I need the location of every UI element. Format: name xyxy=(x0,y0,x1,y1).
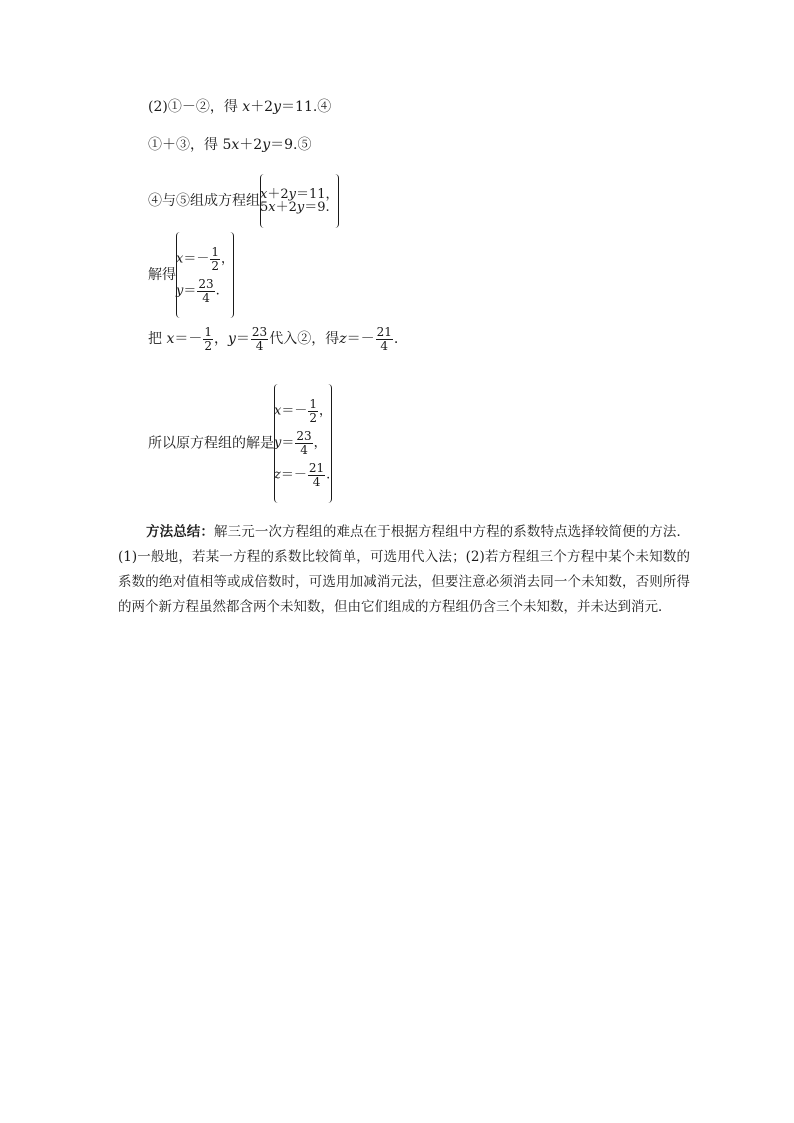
step-4-prefix: 解得 xyxy=(148,267,176,284)
solution-system-2 xyxy=(274,384,332,503)
fraction: $\frac{21}{4}$ xyxy=(376,325,392,353)
system-1-row-2: 5x＋2y＝9. xyxy=(260,200,330,215)
var-y: y xyxy=(262,137,271,153)
var-y: y xyxy=(273,99,282,115)
solution-1-row-x: x＝－ $\frac{1}{2}$ ， xyxy=(176,245,235,273)
system-1-row-1: x＋2y＝11， xyxy=(260,187,339,202)
fraction: $\frac{1}{2}$ xyxy=(309,397,317,425)
solution-1-row-y: y＝ $\frac{23}{4}$ . xyxy=(176,277,220,305)
solution-system-1 xyxy=(176,232,234,318)
step-6-line xyxy=(148,384,332,503)
method-summary xyxy=(118,520,690,620)
fraction: $\frac{1}{2}$ xyxy=(211,245,219,273)
summary-label: 方法总结： xyxy=(146,524,215,540)
step-5-line: 把 x＝－ $\frac{1}{2}$ ，y＝ $\frac{23}{4}$ 代入②，得z＝－ $\frac{21}{4}$ . xyxy=(148,325,399,353)
fraction: $\frac{1}{2}$ xyxy=(204,325,212,353)
step-3-line xyxy=(148,174,339,228)
left-brace xyxy=(260,174,265,228)
step-4-line xyxy=(148,232,234,318)
fraction: $\frac{23}{4}$ xyxy=(198,277,214,305)
equation-system-1 xyxy=(260,174,339,228)
solution-2-row-y: y＝ $\frac{23}{4}$ ， xyxy=(274,429,327,457)
var-x: x xyxy=(231,137,240,153)
step-1-suffix: ＝11.④ xyxy=(281,99,332,115)
solution-2-row-x: x＝－ $\frac{1}{2}$ ， xyxy=(274,397,333,425)
step-2-line xyxy=(148,138,311,152)
step-6-prefix: 所以原方程组的解是 xyxy=(148,435,274,452)
step-1-line xyxy=(148,100,331,114)
solution-2-row-z: z＝－ $\frac{21}{4}$ . xyxy=(274,461,331,489)
step-2-mid: ＋2 xyxy=(239,137,263,153)
fraction: $\frac{23}{4}$ xyxy=(251,325,268,353)
step-2-prefix: ①＋③，得 5 xyxy=(148,137,232,153)
step-1-prefix: (2)①－②，得 xyxy=(148,99,243,115)
right-brace xyxy=(229,232,234,318)
left-brace xyxy=(274,384,279,503)
fraction: $\frac{23}{4}$ xyxy=(296,429,312,457)
fraction: $\frac{21}{4}$ xyxy=(308,461,325,489)
left-brace xyxy=(176,232,181,318)
step-3-prefix: ④与⑤组成方程组 xyxy=(148,193,260,209)
step-1-mid: ＋2 xyxy=(250,99,274,115)
var-x: x xyxy=(242,99,251,115)
right-brace xyxy=(334,174,339,228)
step-2-suffix: ＝9.⑤ xyxy=(270,137,312,153)
summary-text: 解三元一次方程组的难点在于根据方程组中方程的系数特点选择较简便的方法．(1)一般地，若某一方程的系数比较简单，可选用代入法；(2)若方程组三个方程中某个未知数的系数的绝对值相等或成倍数时，可选用加减消元法，但要注意必须消去同一个未知数，否则所得的两个新方程虽然都含两个未知数，但由它们组成的方程组仍含三个未知数，并未达到消元． xyxy=(118,524,691,615)
right-brace xyxy=(327,384,332,503)
